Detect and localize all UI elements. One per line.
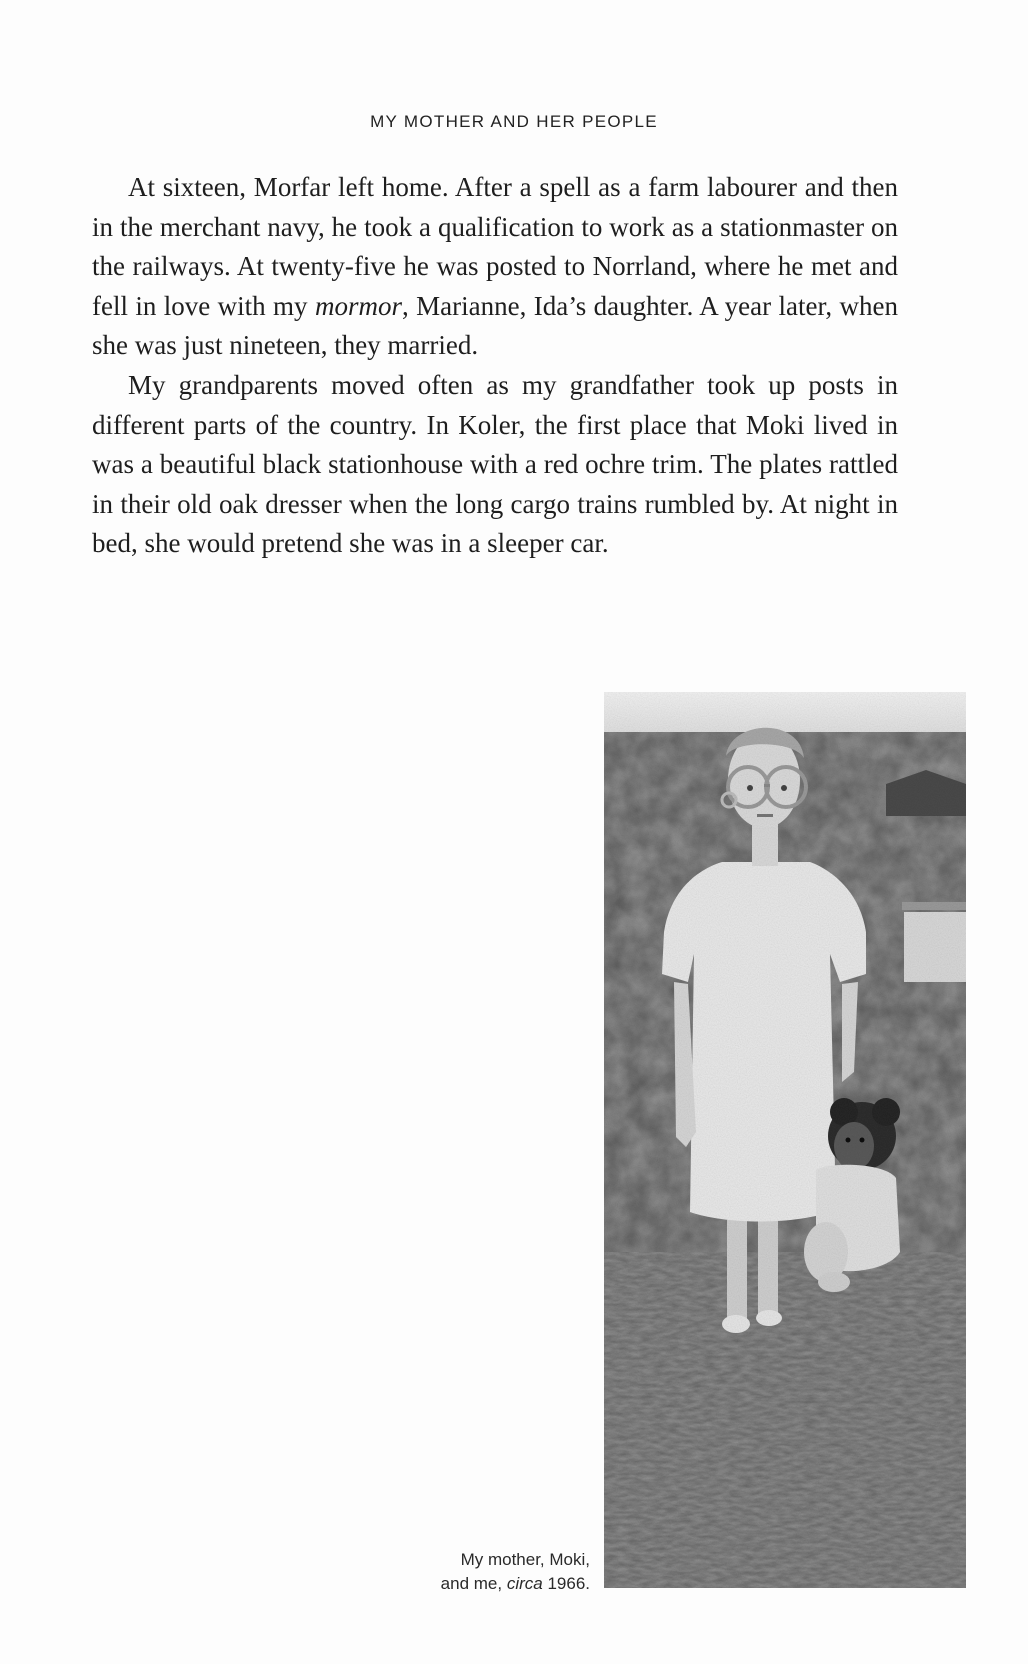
caption-line-2-start: and me, xyxy=(440,1574,507,1593)
running-head: MY MOTHER AND HER PEOPLE xyxy=(370,112,658,131)
paragraph-1-text-end: , Marianne, Ida’s daughter. A year later, when she was just nineteen, they married. xyxy=(92,290,899,361)
photograph-illustration xyxy=(604,692,966,1588)
caption-line-2-end: 1966. xyxy=(542,1574,590,1593)
caption-line-1: My mother, Moki, xyxy=(460,1550,590,1569)
family-photograph xyxy=(604,692,966,1588)
photo-caption xyxy=(340,1548,590,1596)
paragraph-1-emphasis: mormor xyxy=(314,290,402,321)
caption-emphasis: circa xyxy=(506,1574,543,1593)
body-text xyxy=(92,168,898,564)
paragraph-1 xyxy=(92,168,898,366)
paragraph-1-text-start: At sixteen, Morfar left home. After a spell as a farm labourer and then in the merchant navy, he took a qualification to work as a stationmaster on the railways. At twenty-five he was posted to Norrland, where he met and fell in love with my xyxy=(92,172,898,321)
caption-line-2 xyxy=(340,1572,590,1596)
paragraph-2: My grandparents moved often as my grandfather took up posts in different parts of the country. In Koler, the first place that Moki lived in was a beautiful black stationhouse with a red ochre trim. The plates rattled in their old oak dresser when the long cargo trains rumbled by. At night in bed, she would pretend she was in a sleeper car. xyxy=(92,369,898,559)
